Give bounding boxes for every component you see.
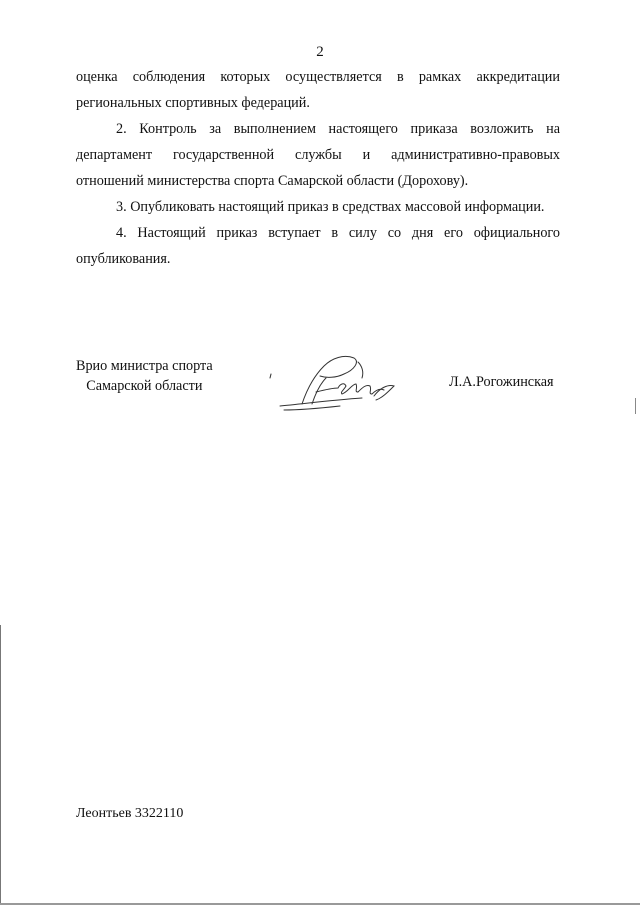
signatory-position <box>76 356 213 396</box>
scan-edge-right <box>635 398 636 414</box>
signatory-position-line2: Самарской области <box>86 378 203 394</box>
handwritten-signature <box>262 348 412 418</box>
scan-edge-left <box>0 625 1 905</box>
executor-contact: Леонтьев 3322110 <box>76 806 184 821</box>
paragraph-item-2: 2. Контроль за выполнением настоящего приказа возложить на департамент государственной службы и административно-правовых отношений министерства спорта Самарской области (Дорохову). <box>76 121 560 189</box>
paragraph-continuation: оценка соблюдения которых осуществляется в рамках аккредитации региональных спортивных федераций. <box>76 69 560 111</box>
signatory-name: Л.А.Рогожинская <box>449 374 554 390</box>
page-number: 2 <box>316 44 324 60</box>
document-body <box>76 64 560 272</box>
paragraph-item-3: 3. Опубликовать настоящий приказ в средствах массовой информации. <box>116 199 545 215</box>
paragraph-item-4: 4. Настоящий приказ вступает в силу со дня его официального опубликования. <box>76 225 560 267</box>
signatory-position-line1: Врио министра спорта <box>76 358 213 374</box>
